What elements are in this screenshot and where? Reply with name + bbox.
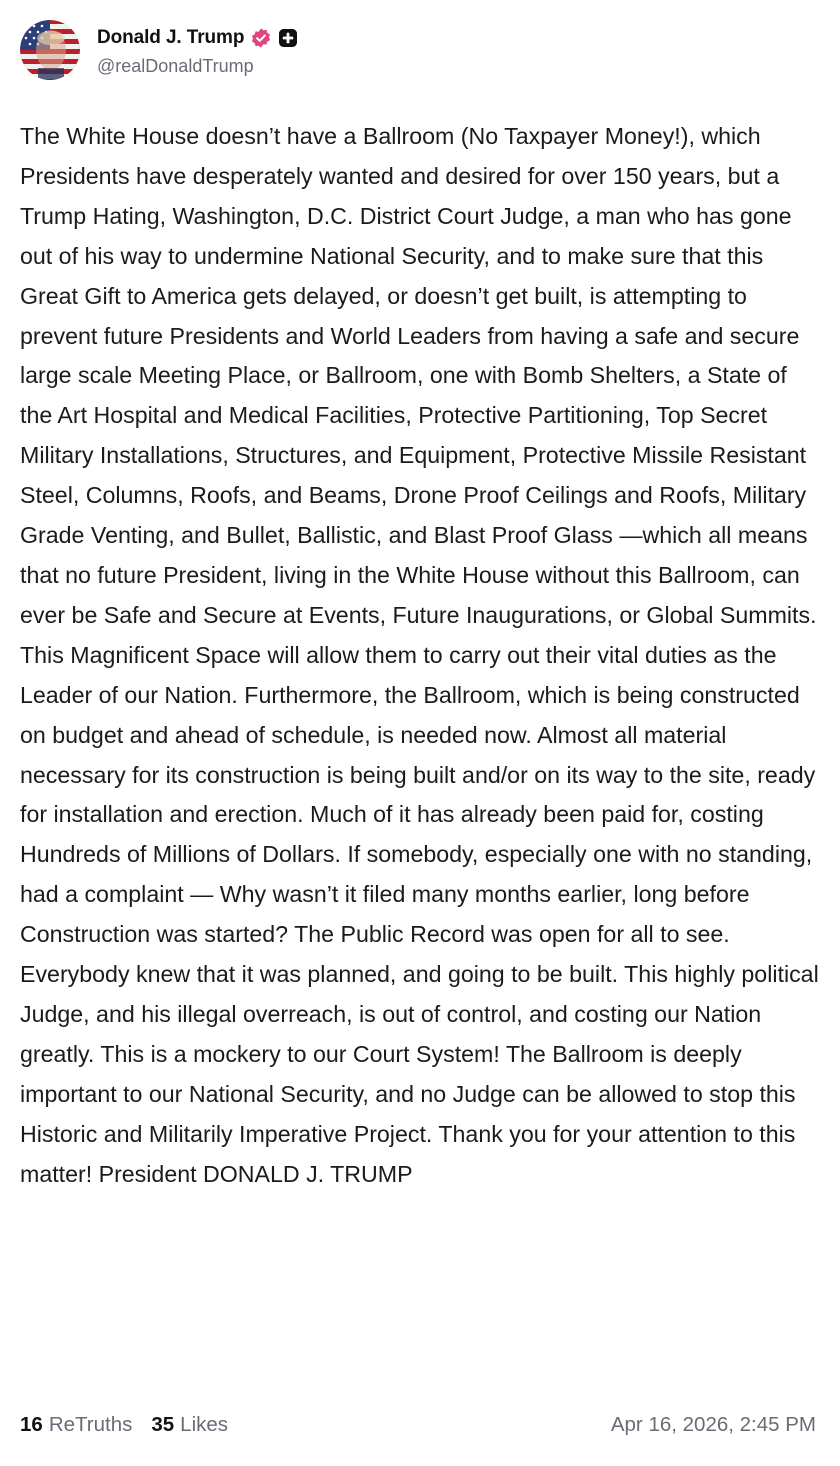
post-header (20, 20, 298, 80)
display-name[interactable]: Donald J. Trump (97, 26, 245, 48)
plus-badge-icon (278, 28, 298, 48)
handle[interactable]: @realDonaldTrump (97, 55, 254, 76)
likes-stat[interactable] (151, 1413, 228, 1437)
likes-count: 35 (151, 1413, 175, 1436)
author-info (97, 24, 298, 77)
likes-label: Likes (180, 1413, 229, 1436)
post-text: The White House doesn’t have a Ballroom (No Taxpayer Money!), which Presidents have desperately wanted and desired for over 150 years, but a Trump Hating, Washington, D.C. District Court Judge, a man who has gone out of his way to undermine National Security, and to make sure that this Great Gift to America gets delayed, or doesn’t get built, is attempting to prevent future Presidents and World Leaders from having a safe and secure large scale Meeting Place, or Ballroom, one with Bomb Shelters, a State of the Art Hospital and Medical Facilities, Protective Partitioning, Top Secret Military Installations, Structures, and Equipment, Protective Missile Resistant Steel, Columns, Roofs, and Beams, Drone Proof Ceilings and Roofs, Military Grade Venting, and Bullet, Ballistic, and Blast Proof Glass —which all means that no future President, living in the White House without this Ballroom, can ever be Safe and Secure at Events, Future Inaugurations, or Global Summits. This Magnificent Space will allow them to carry out their vital duties as the Leader of our Nation. Furthermore, the Ballroom, which is being constructed on budget and ahead of schedule, is needed now. Almost all material necessary for its construction is being built and/or on its way to the site, ready for installation and erection. Much of it has already been paid for, costing Hundreds of Millions of Dollars. If somebody, especially one with no standing, had a complaint — Why wasn’t it filed many months earlier, long before Construction was started? The Public Record was open for all to see. Everybody knew that it was planned, and going to be built. This highly political Judge, and his illegal overreach, is out of control, and costing our Nation greatly. This is a mockery to our Court System! The Ballroom is deeply important to our National Security, and no Judge can be allowed to stop this Historic and Militarily Imperative Project. Thank you for your attention to this matter! President DONALD J. TRUMP (20, 123, 819, 1187)
retruths-label: ReTruths (48, 1413, 133, 1436)
post-timestamp[interactable]: Apr 16, 2026, 2:45 PM (610, 1413, 816, 1436)
retruths-count: 16 (20, 1413, 43, 1436)
avatar[interactable] (20, 20, 80, 80)
verified-badge-icon (250, 27, 272, 49)
retruths-stat[interactable] (20, 1413, 132, 1437)
post-footer (20, 1408, 816, 1442)
name-row (97, 24, 298, 52)
